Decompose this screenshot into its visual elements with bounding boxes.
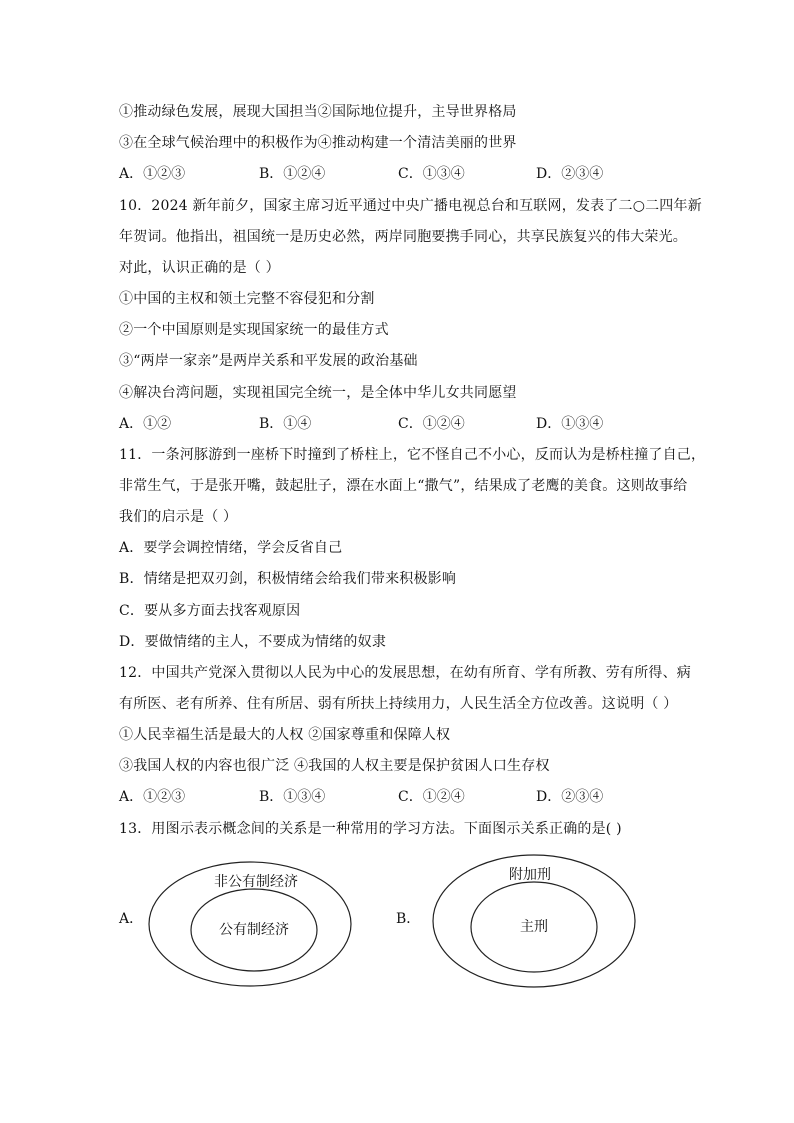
- q12-choice-d: D．②③④: [536, 789, 604, 805]
- q10-choice-d: D．①③④: [536, 416, 604, 432]
- q10-option-1: ①中国的主权和领土完整不容侵犯和分割: [119, 291, 375, 307]
- q11-option-a: A．要学会调控情绪，学会反省自己: [119, 540, 343, 556]
- q12-options-line-1: ①人民幸福生活是最大的人权 ②国家尊重和保障人权: [119, 727, 451, 743]
- diagram-a-inner-label: 公有制经济: [219, 922, 289, 938]
- q12-choice-b: B．①③④: [259, 789, 326, 805]
- diagram-b-label: B．: [396, 911, 421, 927]
- q9-choice-c: C．①③④: [398, 166, 465, 182]
- q12-stem-line-2: 有所医、老有所养、住有所居、弱有所扶上持续用力，人民生活全方位改善。这说明（ ）: [119, 696, 678, 712]
- q10-choice-a: A．①②: [119, 416, 172, 432]
- q11-stem-line-1: 11．一条河豚游到一座桥下时撞到了桥柱上，它不怪自己不小心，反而认为是桥柱撞了自己，: [119, 447, 706, 463]
- q10-option-4: ④解决台湾问题，实现祖国完全统一，是全体中华儿女共同愿望: [119, 385, 517, 401]
- diagram-a-label: A．: [119, 911, 144, 927]
- q9-choice-b: B．①②④: [259, 166, 326, 182]
- q11-option-d: D．要做情绪的主人，不要成为情绪的奴隶: [119, 634, 387, 650]
- q10-option-2: ②一个中国原则是实现国家统一的最佳方式: [119, 322, 389, 338]
- q12-options-line-2: ③我国人权的内容也很广泛 ④我国的人权主要是保护贫困人口生存权: [119, 758, 550, 774]
- q11-option-c: C．要从多方面去找客观原因: [119, 603, 301, 619]
- q11-stem-line-3: 我们的启示是（ ）: [119, 509, 238, 525]
- q9-options-line-2: ③在全球气候治理中的积极作为④推动构建一个清洁美丽的世界: [119, 135, 517, 151]
- diagram-b-inner-label: 主刑: [520, 919, 548, 935]
- q11-stem-line-2: 非常生气，于是张开嘴，鼓起肚子，漂在水面上“撒气”，结果成了老鹰的美食。这则故事给: [119, 478, 688, 494]
- q10-stem-line-2: 年贺词。他指出，祖国统一是历史必然，两岸同胞要携手同心，共享民族复兴的伟大荣光。: [119, 229, 687, 245]
- q9-choice-d: D．②③④: [536, 166, 604, 182]
- q9-choices: [119, 164, 679, 184]
- q11-option-b: B．情绪是把双刃剑，积极情绪会给我们带来积极影响: [119, 571, 457, 587]
- q12-choices: [119, 787, 679, 807]
- q12-choice-a: A．①②③: [119, 789, 186, 805]
- q13-stem: 13．用图示表示概念间的关系是一种常用的学习方法。下面图示关系正确的是( ): [119, 821, 622, 837]
- q9-choice-a: A．①②③: [119, 166, 186, 182]
- q10-option-3: ③“两岸一家亲”是两岸关系和平发展的政治基础: [119, 353, 418, 369]
- q12-choice-c: C．①②④: [398, 789, 465, 805]
- q10-choices: [119, 414, 679, 434]
- diagram-b-outer-label: 附加刑: [509, 867, 551, 883]
- q10-stem-line-1: 10．2024 新年前夕，国家主席习近平通过中央广播电视总台和互联网，发表了二○二四年新: [119, 198, 702, 214]
- q10-choice-c: C．①②④: [398, 416, 465, 432]
- diagram-a-outer-label: 非公有制经济: [214, 874, 298, 890]
- q12-stem-line-1: 12．中国共产党深入贯彻以人民为中心的发展思想，在幼有所育、学有所教、劳有所得、病: [119, 665, 692, 681]
- q9-options-line-1: ①推动绿色发展，展现大国担当②国际地位提升，主导世界格局: [119, 104, 517, 120]
- q10-stem-line-3: 对此，认识正确的是（ ）: [119, 260, 280, 276]
- q10-choice-b: B．①④: [259, 416, 312, 432]
